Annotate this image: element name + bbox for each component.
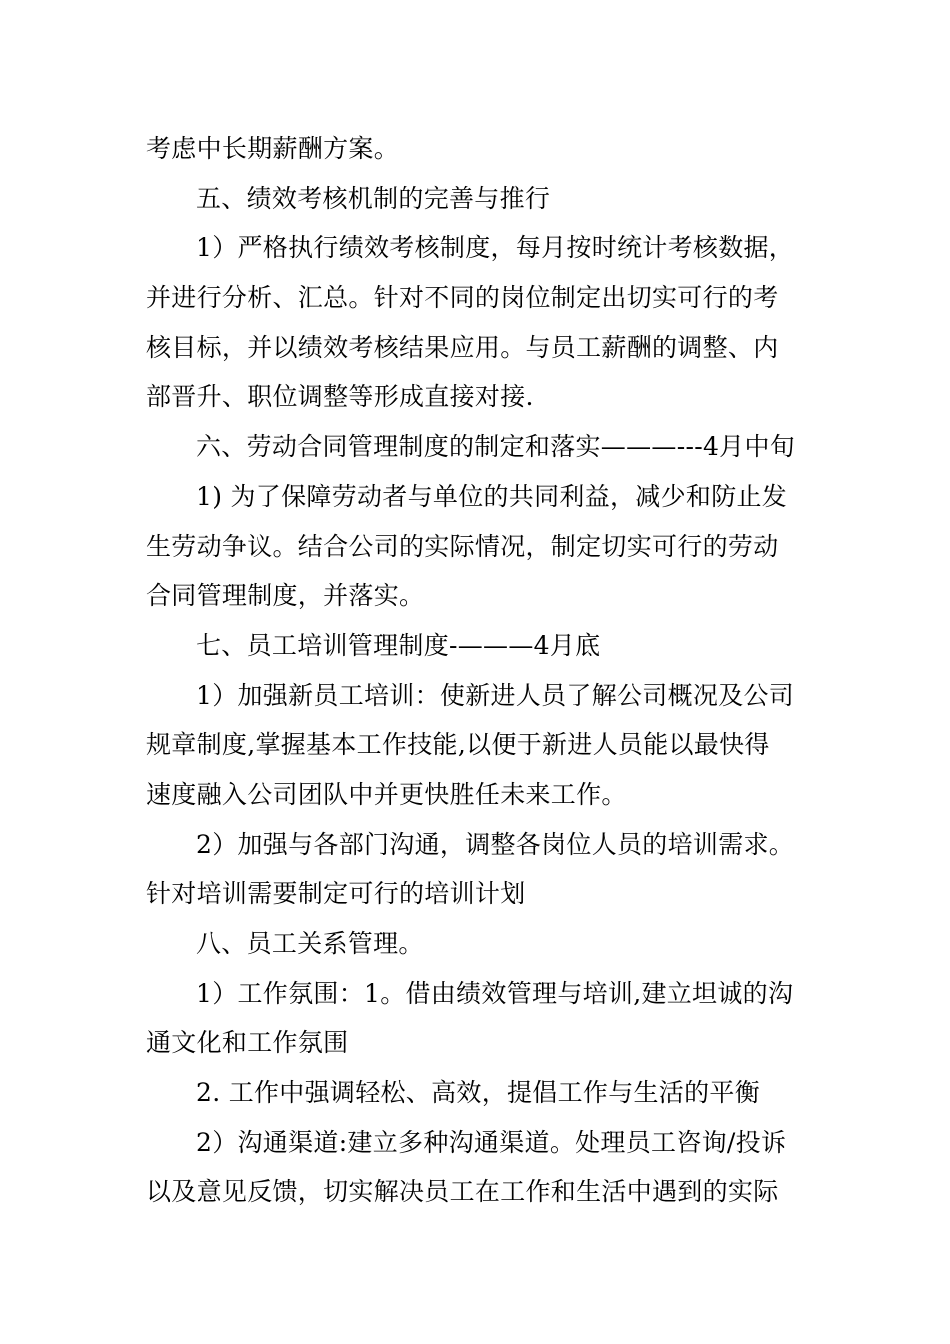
text-line: 1）严格执行绩效考核制度，每月按时统计考核数据， <box>196 233 795 263</box>
document-body <box>146 124 810 1217</box>
text-line: 以及意见反馈，切实解决员工在工作和生活中遇到的实际 <box>146 1177 779 1207</box>
text-line: 部晋升、职位调整等形成直接对接. <box>146 382 534 412</box>
text-line: 2）加强与各部门沟通，调整各岗位人员的培训需求。 <box>196 829 795 859</box>
text-line: 2）沟通渠道:建立多种沟通渠道。处理员工咨询/投诉 <box>196 1127 787 1157</box>
text-line: 2. 工作中强调轻松、高效，提倡工作与生活的平衡 <box>196 1078 761 1108</box>
text-line: 1）加强新员工培训：使新进人员了解公司概况及公司 <box>196 680 795 710</box>
text-line: 并进行分析、汇总。针对不同的岗位制定出切实可行的考 <box>146 283 779 313</box>
text-line: 针对培训需要制定可行的培训计划 <box>146 879 526 909</box>
section-heading-7: 七、员工培训管理制度-———4月底 <box>196 630 601 660</box>
section-heading-6: 六、劳动合同管理制度的制定和落实———---4月中旬 <box>196 432 796 462</box>
text-line: 速度融入公司团队中并更快胜任未来工作。 <box>146 779 627 809</box>
text-line: 规章制度,掌握基本工作技能,以便于新进人员能以最快得 <box>146 730 770 760</box>
text-line: 1）工作氛围：1。借由绩效管理与培训,建立坦诚的沟 <box>196 978 794 1008</box>
section-heading-5: 五、绩效考核机制的完善与推行 <box>196 183 551 213</box>
text-line: 1) 为了保障劳动者与单位的共同利益，减少和防止发 <box>196 481 788 511</box>
text-line: 生劳动争议。结合公司的实际情况，制定切实可行的劳动 <box>146 531 779 561</box>
text-line: 通文化和工作氛围 <box>146 1028 349 1058</box>
section-heading-8: 八、员工关系管理。 <box>196 929 424 958</box>
text-line: 核目标，并以绩效考核结果应用。与员工薪酬的调整、内 <box>146 332 779 362</box>
text-line: 合同管理制度，并落实。 <box>146 581 425 611</box>
text-line: 考虑中长期薪酬方案。 <box>146 134 400 163</box>
